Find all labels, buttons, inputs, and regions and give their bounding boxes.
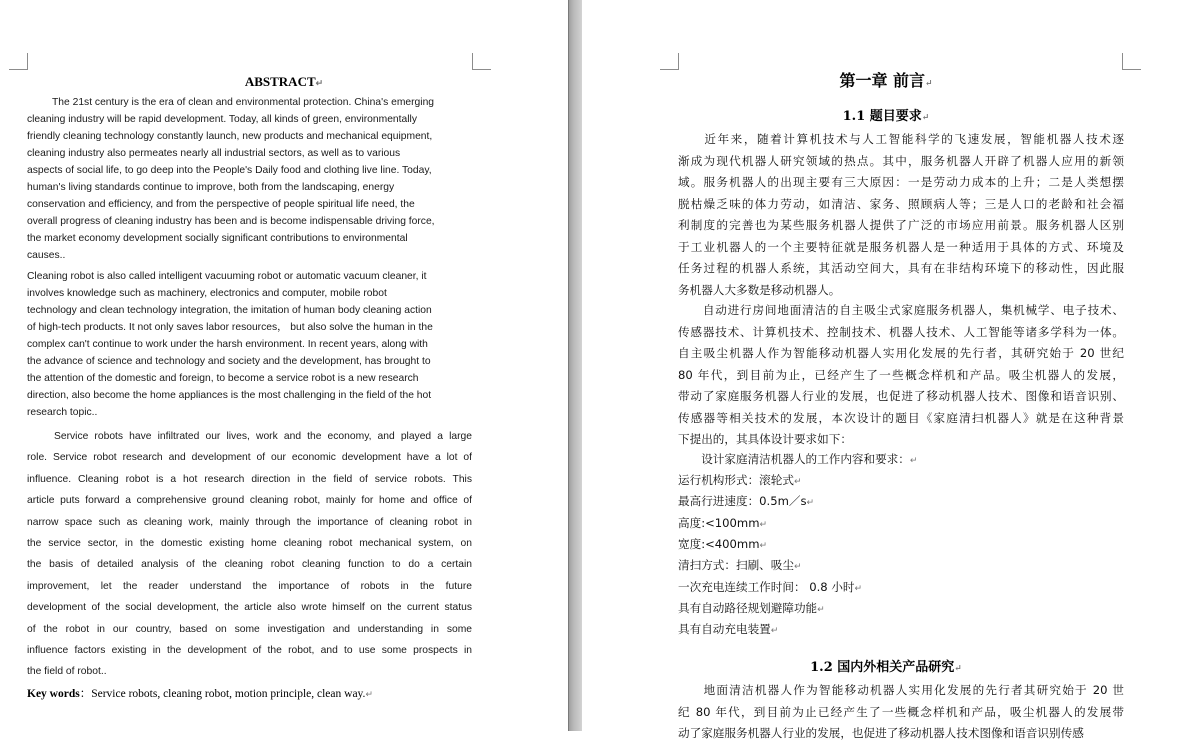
paragraph-mark-icon: ↵ bbox=[817, 604, 825, 615]
text-line: 下提出的，其具体设计要求如下： bbox=[678, 432, 852, 446]
paragraph-mark-icon: ↵ bbox=[909, 456, 918, 466]
requirement-text: 具有自动路径规划避障功能 bbox=[678, 600, 818, 615]
text-line: causes.. bbox=[27, 250, 66, 261]
requirement-text: 一次充电连续工作时间： 0.8 小时 bbox=[678, 579, 855, 594]
crop-mark-top-right-page1 bbox=[472, 53, 491, 70]
text-line: the field of robot.. bbox=[27, 666, 107, 678]
requirement-text: 高度:<100mm bbox=[678, 515, 760, 530]
paragraph-mark-icon: ↵ bbox=[365, 689, 373, 699]
requirement-item bbox=[678, 600, 825, 616]
paragraph-mark-icon: ↵ bbox=[759, 540, 768, 551]
requirement-item bbox=[678, 621, 778, 637]
text-line: aspects of social life, to go deep into the People's Daily food and clothing live line. Today, bbox=[27, 165, 432, 176]
text-line: research topic.. bbox=[27, 407, 98, 418]
keywords-label: Key words bbox=[27, 688, 80, 700]
text-line: development of the social development, the article also wrote himself on the current status bbox=[27, 602, 472, 614]
text-line: Service robots have infiltrated our lives, work and the economy, and played a large bbox=[54, 431, 472, 442]
text-line: influence factors existing in the development of the robot, and to use some prospects in bbox=[27, 644, 472, 656]
crop-mark-top-left-page1 bbox=[9, 53, 28, 70]
text-line: the basis of detailed analysis of the cleaning robot cleaning function to do a certain bbox=[27, 559, 472, 571]
paragraph-mark-icon: ↵ bbox=[793, 562, 802, 573]
text-line: direction, also become the home appliances is the most challenging in the field of the hot bbox=[27, 390, 432, 401]
text-line: 近年来，随着计算机技术与人工智能科学的飞速发展，智能机器人技术逐 bbox=[678, 132, 1124, 146]
paragraph-mark-icon: ↵ bbox=[925, 79, 933, 89]
requirement-item bbox=[678, 472, 802, 488]
chapter-title bbox=[582, 68, 1190, 91]
section-1-2-paragraph bbox=[678, 680, 1124, 745]
text-line: Cleaning robot is also called intelligent vacuuming robot or automatic vacuum cleaner, it bbox=[27, 271, 427, 282]
text-line: complex can't continue to work under the harsh environment. In recent years, along with bbox=[27, 339, 428, 350]
text-line: friendly cleaning technology constantly launch, new products and mechanical equipment, bbox=[27, 131, 433, 142]
requirement-text: 具有自动充电装置 bbox=[678, 622, 771, 637]
paragraph-mark-icon: ↵ bbox=[854, 583, 863, 594]
abstract-title-text: ABSTRACT bbox=[244, 74, 316, 89]
requirement-item bbox=[678, 579, 862, 595]
text-line: 动了家庭服务机器人行业的发展，也促进了移动机器人技术图像和语音识别传感 bbox=[678, 726, 1084, 740]
requirements-intro bbox=[678, 451, 917, 467]
section-1-2-heading bbox=[582, 656, 1190, 675]
text-line: 利制度的完善也为某些服务机器人提供了广泛的市场应用前景。服务机器人区别 bbox=[678, 218, 1124, 232]
text-line: 带动了家庭服务机器人行业的发展，也促进了移动机器人技术、图像和语音识别、 bbox=[678, 389, 1124, 403]
text-line: 自动进行房间地面清洁的自主吸尘式家庭服务机器人，集机械学、电子技术、 bbox=[678, 303, 1124, 317]
paragraph-mark-icon: ↵ bbox=[954, 664, 962, 674]
text-line: overall progress of cleaning industry has been and is become indispensable driving force, bbox=[27, 216, 435, 227]
section-1-2-title: 1.2 国内外相关产品研究 bbox=[810, 660, 955, 675]
abstract-paragraph-1 bbox=[27, 94, 472, 264]
requirement-item bbox=[678, 557, 802, 573]
section-1-1-title: 1.1 题目要求 bbox=[842, 109, 922, 124]
paragraph-mark-icon: ↵ bbox=[793, 477, 802, 487]
text-line: 任务过程的机器人系统，其活动空间大，具有在非结构环境下的移动性，因此服 bbox=[678, 261, 1124, 275]
requirement-item bbox=[678, 493, 814, 509]
section-1-1-heading bbox=[582, 105, 1190, 124]
text-line: the market economy development socially significant contributions to environmental bbox=[27, 233, 408, 244]
text-line: human's living standards continue to improve, both from the landscaping, energy bbox=[27, 182, 395, 193]
section-1-1-paragraph-1 bbox=[678, 129, 1124, 301]
text-line: technology and clean technology integration, the imitation of human body cleaning action bbox=[27, 305, 432, 316]
paragraph-mark-icon: ↵ bbox=[921, 113, 930, 123]
page-gutter-edge bbox=[568, 0, 569, 731]
abstract-paragraph-3 bbox=[27, 426, 472, 683]
text-line: 自主吸尘机器人作为智能移动机器人实用化发展的先行者，其研究始于 20 世纪 bbox=[678, 346, 1124, 360]
text-line: 地面清洁机器人作为智能移动机器人实用化发展的先行者其研究始于 20 世 bbox=[678, 683, 1124, 697]
paragraph-mark-icon: ↵ bbox=[806, 498, 815, 509]
requirement-text: 宽度:<400mm bbox=[678, 536, 760, 551]
text-line: the service sector, in the domestic existing home cleaning robot mechanical system, on bbox=[27, 537, 472, 549]
requirement-text: 运行机构形式：滚轮式 bbox=[678, 473, 794, 487]
text-line: improvement, let the reader understand the importance of robots in the future bbox=[27, 580, 472, 592]
abstract-paragraph-2 bbox=[27, 268, 472, 421]
text-line: cleaning industry also permeates nearly all industrial sectors, as well as to various bbox=[27, 148, 401, 159]
text-line: involves knowledge such as machinery, electronics and computer, mobile robot bbox=[27, 288, 387, 299]
text-line: 80 年代，到目前为止，已经产生了一些概念样机和产品。吸尘机器人的发展， bbox=[678, 367, 1124, 382]
text-line: narrow space such as cleaning work, mainly through the importance of cleaning robot in bbox=[27, 516, 472, 528]
text-line: 脱枯燥乏味的体力劳动，如清洁、家务、照顾病人等；三是人口的老龄和社会福 bbox=[678, 196, 1124, 211]
text-line: cleaning industry will be rapid development. Today, all kinds of green, environmentally bbox=[27, 114, 417, 125]
text-line: The 21st century is the era of clean and environmental protection. China's emerging bbox=[52, 97, 435, 108]
text-line: conservation and efficiency, and from the perspective of people spiritual life need, the bbox=[27, 199, 415, 210]
text-line: role. Service robot research and development of our economic development have a lot of bbox=[27, 452, 472, 464]
abstract-heading bbox=[0, 74, 568, 90]
chapter-title-text: 第一章 前言 bbox=[839, 71, 926, 90]
text-line: 传感器等相关技术的发展，本次设计的题目《家庭清扫机器人》就是在这种背景 bbox=[678, 410, 1124, 425]
text-line: 域。服务机器人的出现主要有三大原因：一是劳动力成本的上升；二是人类想摆 bbox=[678, 175, 1124, 189]
keywords-line bbox=[27, 685, 373, 701]
text-line: 渐成为现代机器人研究领域的热点。其中，服务机器人开辟了机器人应用的新领 bbox=[678, 153, 1124, 168]
text-line: 于工业机器人的一个主要特征就是服务机器人是一种适用于具体的方式、环境及 bbox=[678, 239, 1124, 254]
paragraph-mark-icon: ↵ bbox=[759, 519, 768, 530]
requirement-item bbox=[678, 536, 767, 552]
text-line: the attention of the domestic and foreign, to become a service robot is a new research bbox=[27, 373, 419, 384]
requirement-item bbox=[678, 515, 767, 531]
page-gutter bbox=[568, 0, 582, 731]
paragraph-mark-icon: ↵ bbox=[770, 626, 779, 637]
text-line: of the robot in our country, based on some investigation and understanding in some bbox=[27, 623, 472, 635]
keywords-text: ：Service robots, cleaning robot, motion principle, clean way. bbox=[79, 688, 366, 700]
text-line: of high-tech products. It not only saves labor resources， but also solve the human in the bbox=[27, 322, 433, 333]
requirement-text: 清扫方式：扫刷、吸尘 bbox=[678, 558, 794, 573]
requirement-text: 最高行进速度：0.5m／s bbox=[678, 494, 807, 509]
text-line: article puts forward a comprehensive ground cleaning robot, mainly for home and office of bbox=[27, 495, 472, 507]
text-line: 务机器人大多数是移动机器人。 bbox=[678, 282, 841, 297]
text-line: the advance of science and technology and society and the development, has brought to bbox=[27, 356, 431, 367]
requirements-intro-text: 设计家庭清洁机器人的工作内容和要求： bbox=[678, 452, 910, 466]
text-line: 纪 80 年代，到目前为止已经产生了一些概念样机和产品，吸尘机器人的发展带 bbox=[678, 704, 1124, 719]
paragraph-mark-icon: ↵ bbox=[315, 78, 324, 88]
text-line: 传感器技术、计算机技术、控制技术、机器人技术、人工智能等诸多学科为一体。 bbox=[678, 324, 1124, 339]
text-line: influence. Cleaning robot is a hot research direction in the field of service robots. This bbox=[27, 473, 472, 485]
section-1-1-paragraph-2 bbox=[678, 300, 1124, 451]
